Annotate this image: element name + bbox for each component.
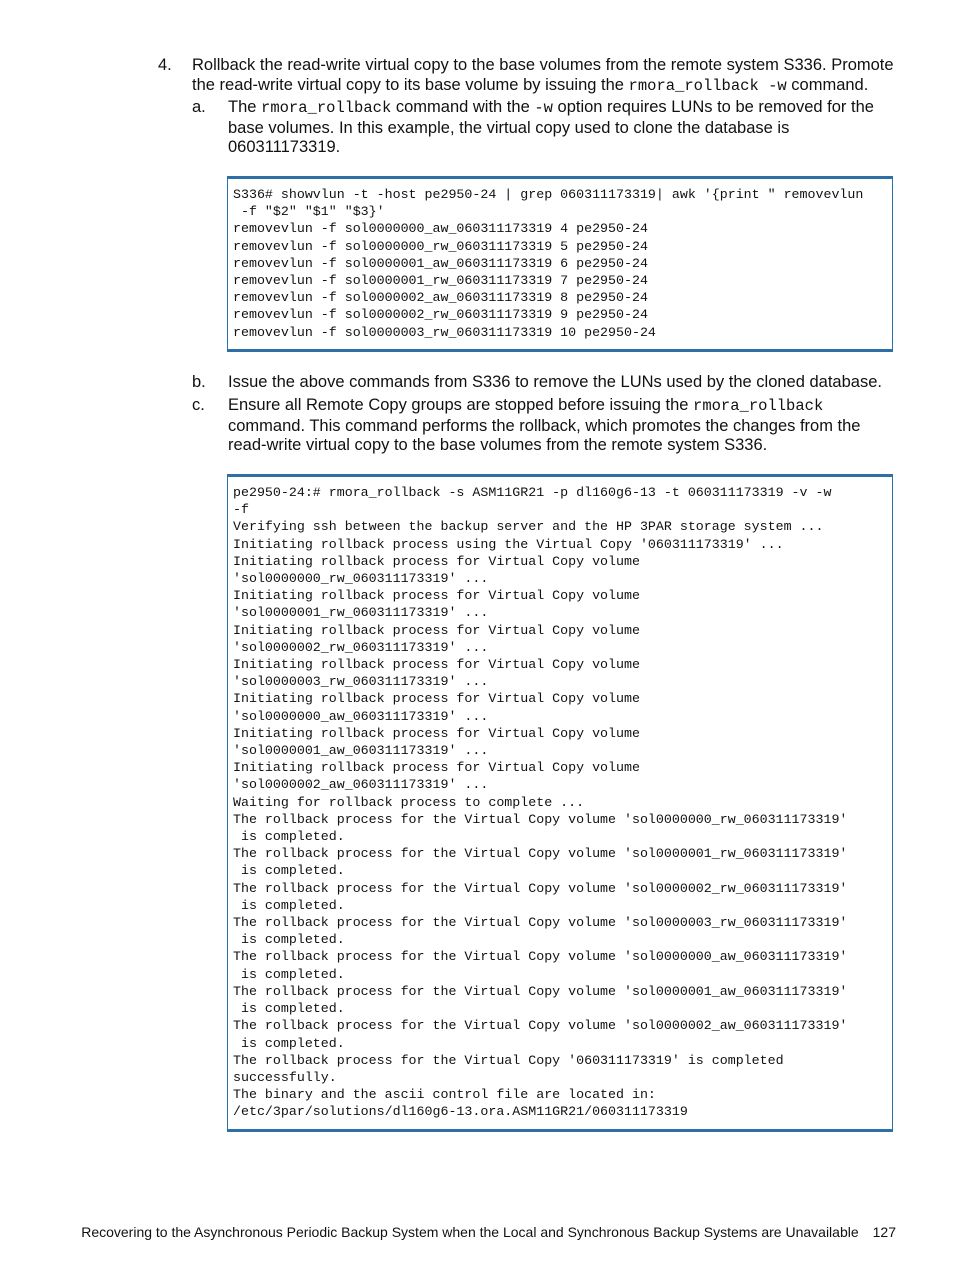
code-line: /etc/3par/solutions/dl160g6-13.ora.ASM11GR21/060311173319: [233, 1104, 688, 1120]
code-line: is completed.: [233, 932, 345, 948]
inline-command: rmora_rollback -w: [628, 76, 787, 95]
code-block-showvlun: [227, 176, 893, 352]
substep-text-part: Ensure all Remote Copy groups are stopped before issuing the: [228, 396, 694, 414]
code-line: removevlun -f sol0000003_rw_060311173319 10 pe2950-24: [233, 324, 656, 340]
code-line: removevlun -f sol0000001_aw_060311173319 6 pe2950-24: [233, 255, 648, 271]
code-line: Initiating rollback process for Virtual Copy volume: [233, 691, 640, 707]
code-block-text: [228, 477, 892, 1129]
page-footer: [81, 1224, 896, 1240]
code-line: pe2950-24:# rmora_rollback -s ASM11GR21 -p dl160g6-13 -t 060311173319 -v -w: [233, 485, 832, 500]
substep-text: Issue the above commands from S336 to remove the LUNs used by the cloned database.: [228, 373, 882, 391]
substep-text-part: command with the: [391, 98, 535, 116]
code-line: 'sol0000002_rw_060311173319' ...: [233, 639, 489, 655]
code-line: Verifying ssh between the backup server and the HP 3PAR storage system ...: [233, 519, 824, 535]
substep-text: [228, 98, 900, 158]
code-line: The rollback process for the Virtual Copy volume 'sol0000001_rw_060311173319': [233, 846, 848, 862]
code-block-text: [228, 179, 892, 349]
code-line: Initiating rollback process for Virtual Copy volume: [233, 622, 640, 638]
code-line: 'sol0000002_aw_060311173319' ...: [233, 777, 489, 793]
code-line: is completed.: [233, 863, 345, 879]
code-line: Initiating rollback process using the Virtual Copy '060311173319' ...: [233, 536, 784, 552]
code-line: 'sol0000000_rw_060311173319' ...: [233, 571, 489, 587]
code-line: S336# showvlun -t -host pe2950-24 | grep 060311173319| awk '{print " removevlun: [233, 187, 864, 202]
code-line: is completed.: [233, 897, 345, 913]
step-text: [192, 56, 898, 96]
code-line: is completed.: [233, 1035, 345, 1051]
substep-text-part: command. This command performs the rollback, which promotes the changes from the read-write virtual copy to the base volumes from the remote system S336.: [228, 416, 861, 454]
code-line: The rollback process for the Virtual Copy volume 'sol0000003_rw_060311173319': [233, 915, 848, 931]
substep-label: c.: [192, 396, 205, 414]
code-line: removevlun -f sol0000000_aw_060311173319 4 pe2950-24: [233, 221, 648, 237]
code-line: Initiating rollback process for Virtual Copy volume: [233, 657, 640, 673]
substep-text-part: option requires LUNs to be removed for the base volumes. In this example, the virtual copy used to clone the database is 060311173319.: [228, 98, 874, 156]
substep-text: [228, 396, 900, 456]
code-line: The rollback process for the Virtual Copy volume 'sol0000001_aw_060311173319': [233, 983, 848, 999]
code-line: Waiting for rollback process to complete ...: [233, 794, 585, 810]
code-line: removevlun -f sol0000001_rw_060311173319 7 pe2950-24: [233, 273, 648, 289]
step-text-part: command.: [786, 75, 869, 94]
footer-title: Recovering to the Asynchronous Periodic Backup System when the Local and Synchronous Backup Systems are Unavailable: [81, 1224, 859, 1240]
code-line: removevlun -f sol0000000_rw_060311173319 5 pe2950-24: [233, 238, 648, 254]
inline-option: -w: [534, 99, 553, 117]
code-line: The binary and the ascii control file are located in:: [233, 1087, 656, 1103]
inline-command: rmora_rollback: [693, 397, 824, 415]
inline-command: rmora_rollback: [261, 99, 392, 117]
code-block-rollback: [227, 474, 893, 1132]
substep-label: a.: [192, 98, 206, 116]
code-line: 'sol0000000_aw_060311173319' ...: [233, 708, 489, 724]
code-line: The rollback process for the Virtual Copy '060311173319' is completed: [233, 1052, 784, 1068]
substep-label: b.: [192, 373, 206, 391]
code-line: The rollback process for the Virtual Copy volume 'sol0000000_rw_060311173319': [233, 811, 848, 827]
code-line: The rollback process for the Virtual Copy volume 'sol0000000_aw_060311173319': [233, 949, 848, 965]
code-line: is completed.: [233, 966, 345, 982]
step-number: 4.: [158, 56, 172, 74]
code-line: The rollback process for the Virtual Copy volume 'sol0000002_aw_060311173319': [233, 1018, 848, 1034]
step-text-part: Rollback the read-write virtual copy to the base volumes from the remote system S336. Promote the read-write virtual copy to its base volume by issuing the: [192, 56, 894, 94]
code-line: removevlun -f sol0000002_rw_060311173319 9 pe2950-24: [233, 307, 648, 323]
code-line: removevlun -f sol0000002_aw_060311173319 8 pe2950-24: [233, 290, 648, 306]
code-line: Initiating rollback process for Virtual Copy volume: [233, 553, 640, 569]
code-line: The rollback process for the Virtual Copy volume 'sol0000002_rw_060311173319': [233, 880, 848, 896]
page-number: 127: [872, 1224, 896, 1240]
code-line: Initiating rollback process for Virtual Copy volume: [233, 725, 640, 741]
code-line: -f "$2" "$1" "$3}': [233, 204, 385, 220]
code-line: Initiating rollback process for Virtual Copy volume: [233, 760, 640, 776]
code-line: is completed.: [233, 1001, 345, 1017]
code-line: 'sol0000001_aw_060311173319' ...: [233, 743, 489, 759]
code-line: successfully.: [233, 1069, 337, 1085]
code-line: -f: [233, 502, 249, 518]
substep-text-part: The: [228, 98, 262, 116]
code-line: is completed.: [233, 829, 345, 845]
code-line: 'sol0000001_rw_060311173319' ...: [233, 605, 489, 621]
code-line: 'sol0000003_rw_060311173319' ...: [233, 674, 489, 690]
code-line: Initiating rollback process for Virtual Copy volume: [233, 588, 640, 604]
